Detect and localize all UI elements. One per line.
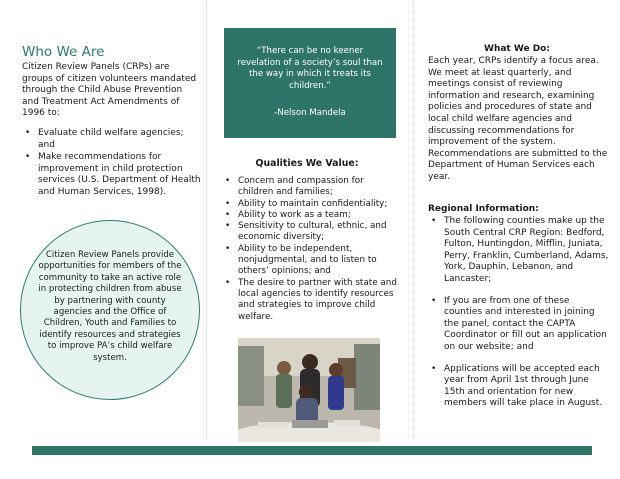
quality-item: • Concern and compassion for children and families; (222, 176, 398, 199)
intro-paragraph: Citizen Review Panels (CRPs) are groups of citizen volunteers mandated through the Child Abuse Prevention and Treatment Act Amendments of 1996 to: (22, 62, 197, 119)
purpose-item: • Evaluate child welfare agencies; and (22, 128, 202, 151)
purpose-item: • Make recommendations for improvement in child protection services (U.S. Department of Health and Human Services, 1998). (22, 152, 202, 198)
group-photo-illustration (238, 338, 380, 442)
what-we-do-paragraph: Each year, CRPs identify a focus area. We meet at least quarterly, and meetings consist of reviewing information and research, examining policies and procedures of state and local child welfare agencies and discussing recommendations for improvement of the system. Recommendations are submitted to the Department of Human Services each year. (428, 56, 608, 182)
what-we-do-heading: What We Do: (484, 44, 550, 54)
fold-line-right (413, 0, 414, 442)
quote-box (224, 28, 396, 138)
qualities-heading: Qualities We Value: (255, 158, 359, 169)
mission-text: Citizen Review Panels provide opportunities for members of the community to take an active role in protecting children from abuse by partnering with county agencies and the Office of Children, Youth and Families to identify resources and strategies to improve PA’s child welfare system. (38, 249, 182, 363)
regional-info-heading: Regional Information: (428, 204, 539, 214)
regional-item: • The following counties make up the South Central CRP Region: Bedford, Fulton, Huntingdon, Mifflin, Juniata, Perry, Franklin, Cumberland, Adams, York, Dauphin, Lebanon, and Lancaster; (428, 216, 610, 286)
quality-item: • Ability to work as a team; (222, 210, 398, 221)
mission-circle (20, 220, 200, 400)
regional-item: • If you are from one of these counties and interested in joining the panel, contact the CAPTA Coordinator or fill out an application on our website; and (428, 296, 610, 354)
regional-item: • Applications will be accepted each year from April 1st through June 15th and orientation for new members will take place in August. (428, 364, 610, 410)
quality-item: • Ability to maintain confidentiality; (222, 199, 398, 210)
quote-text: “There can be no keener revelation of a society’s soul than the way in which it treats its children.” (237, 46, 383, 91)
quality-item: • Ability to be independent, nonjudgmental, and to listen to others’ opinions; and (222, 244, 398, 278)
fold-line-left (206, 0, 207, 442)
purpose-list (22, 128, 202, 200)
qualities-list (222, 176, 398, 323)
who-we-are-heading: Who We Are (22, 44, 105, 60)
quality-item: • Sensitivity to cultural, ethnic, and economic diversity; (222, 221, 398, 244)
group-photo (238, 338, 380, 442)
footer-bar (32, 446, 592, 455)
quality-item: • The desire to partner with state and local agencies to identify resources and strategies to improve child welfare. (222, 278, 398, 323)
regional-list (428, 216, 610, 420)
quote-author: -Nelson Mandela (274, 108, 346, 118)
